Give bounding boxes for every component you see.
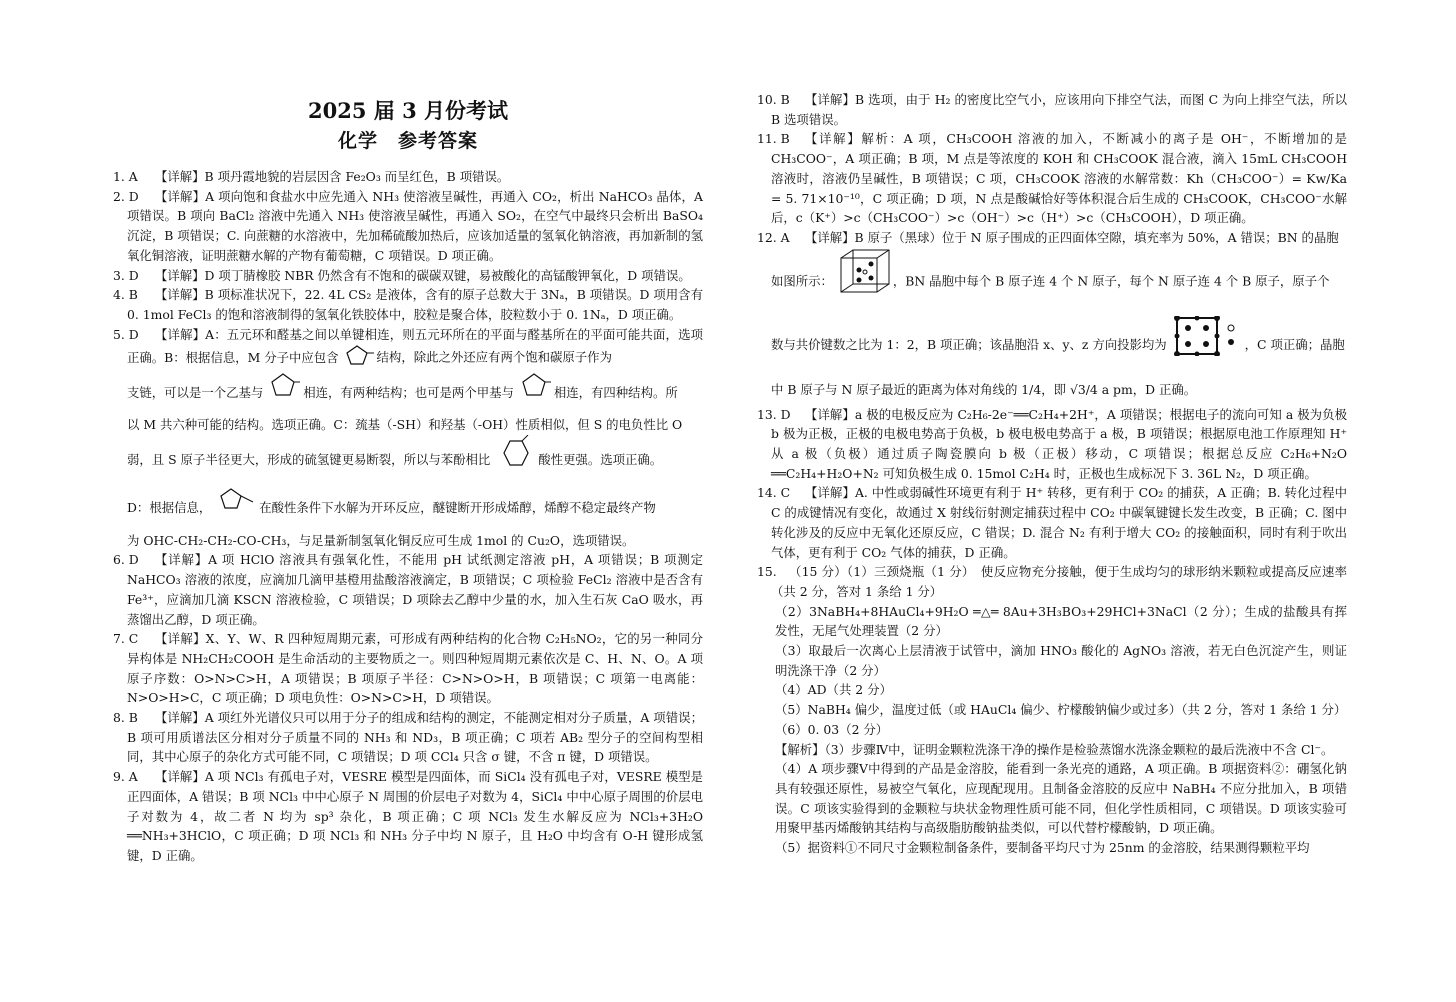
answer-item <box>113 285 703 324</box>
answer-item <box>113 187 703 266</box>
answer-number: 9. A <box>113 769 138 785</box>
answer-text: 【详解】X、Y、W、R 四种短周期元素，可形成有两种结构的化合物 C₂H₅NO₂，它的另一种同分异构体是 NH₂CH₂COOH 是生命活动的主要物质之一。则四种短周期元素依次是 C、H、N、O。A 项原子序数：O>N>C>H，A 项错误；B 项原子半径：C>N>O>H，B 项错误；C 项第一电离能：N>O>H>C，C 项正确；D 项电负性：O>N>C>H，D 项错误。 <box>127 631 703 706</box>
answer-line: 为 OHC-CH₂-CH₂-CO-CH₃，与足量新制氢氧化铜反应可生成 1mol 的 Cu₂O，选项错误。 <box>127 532 635 548</box>
q15-analysis: 【解析】（3）步骤Ⅳ中，证明金颗粒洗涤干净的操作是检验蒸馏水洗涤金颗粒的最后洗液中不含 Cl⁻。 <box>775 741 1334 757</box>
answer-item <box>113 629 703 708</box>
answer-text: 【详解】D 项丁腈橡胶 NBR 仍然含有不饱和的碳碳双键，易被酸化的高锰酸钾氧化，D 项错误。 <box>155 267 691 283</box>
answer-item <box>757 405 1347 484</box>
answer-text: 【详解】B 项丹霞地貌的岩层因含 Fe₂O₃ 而呈红色，B 项错误。 <box>155 169 510 184</box>
answer-line <box>127 486 703 531</box>
answer-number: 14. C <box>757 485 791 501</box>
q15-part: （2）3NaBH₄+8HAuCl₄+9H₂O ═△═ 8Au+3H₃BO₃+29HCl+3NaCl（2 分）；生成的盐酸具有挥发性，无尾气处理装置（2 分） <box>775 603 1347 639</box>
answer-number: 6. D <box>113 552 139 568</box>
answer-item <box>113 167 703 187</box>
answer-text: 如图所示： <box>771 273 833 289</box>
answer-item-12 <box>757 228 1347 405</box>
page-title: 2025 届 3 月份考试 <box>308 98 508 123</box>
answer-number: 4. B <box>113 287 138 303</box>
answer-number: 7. C <box>113 631 139 647</box>
left-column <box>113 90 703 866</box>
q15-part: （4）AD（共 2 分） <box>775 682 892 698</box>
answer-text: 【详解】A 项 HClO 溶液具有强氧化性，不能用 pH 试纸测定溶液 pH，A 项错误；B 项测定 NaHCO₃ 溶液的浓度，应滴加几滴甲基橙用盐酸溶液滴定，B 项错误；C 项检验 FeCl₂ 溶液中是否含有 Fe³⁺，应滴加几滴 KSCN 溶液检验，C 项错误；D 项除去乙醇中少量的水，加入生石灰 CaO 吸水，再蒸馏出乙醇，D 项正确。 <box>127 552 703 627</box>
benzene-ring-icon <box>496 435 536 486</box>
answer-number: 13. D <box>757 406 791 422</box>
answer-text: ，BN 晶胞中每个 B 原子连 4 个 N 原子，每个 N 原子连 4 个 B 原子，原子个 <box>892 273 1330 289</box>
five-membered-ring-icon <box>520 372 552 415</box>
q15-analysis: （4）A 项步骤Ⅴ中得到的产品是金溶胶，能看到一条光亮的通路，A 项正确。B 项据资料②：硼氢化钠具有较强还原性，易被空气氧化，应现配现用。且制备金溶胶的反应中 NaBH₄ 不应分批加入，B 项错误。C 项该实验得到的金颗粒与块状金物理性质可能不同，但化学性质相同，C 项错误。D 项该实验可用聚甲基丙烯酸钠其结构与高级脂肪酸钠盐类似，可以代替柠檬酸钠，D 项正确。 <box>775 761 1347 836</box>
answer-item-5 <box>113 325 703 551</box>
answer-text: 【详解】B 选项，由于 H₂ 的密度比空气小，应该用向下排空气法，而图 C 为向上排空气法，所以 B 选项错误。 <box>771 92 1347 127</box>
q15-part: （6）0. 03（2 分） <box>775 721 889 737</box>
answer-text: 【详解】A 项向饱和食盐水中应先通入 NH₃ 使溶液呈碱性，再通入 CO₂，析出 NaHCO₃ 晶体，A 项错误。B 项向 BaCl₂ 溶液中先通入 NH₃ 使溶液呈碱性，再通入 SO₂，在空气中最终只会析出 BaSO₄ 沉淀，B 项错误；C. 向蔗糖的水溶液中，先加稀硫酸加热后，应该加适量的氢氧化钠溶液，再加新制的氢氧化铜溶液，证明蔗糖水解的产物有葡萄糖，C 项错误。D 项正确。 <box>127 188 703 263</box>
five-membered-ring-icon <box>269 372 301 415</box>
answer-line <box>771 248 1347 316</box>
answer-line <box>127 435 703 486</box>
answer-text: 结构，除此之外还应有两个饱和碳原子作为 <box>376 349 612 365</box>
q15-analysis: （5）据资料①不同尺寸金颗粒制备条件，要制备平均尺寸为 25nm 的金溶胶，结果测得颗粒平均 <box>775 840 1310 856</box>
five-membered-ring-icon <box>345 344 375 372</box>
answer-text: 弱，且 S 原子半径更大，形成的硫氢键更易断裂，所以与苯酚相比 <box>127 451 491 467</box>
answer-text: 【详解】A. 中性或弱碱性环境更有利于 H⁺ 转移，更有利于 CO₂ 的捕获，A 正确；B. 转化过程中 C 的成键情况有变化，故通过 X 射线衍射测定捕获过程中 CO₂ 中碳氧键键长发生改变，B 正确；C. 图中转化涉及的反应中无氧化还原反应，C 错误；D. 混合 N₂ 有利于增大 CO₂ 的接触面积，同时有利于吹出气体，更有利于 CO₂ 气体的捕获，D 正确。 <box>771 485 1347 560</box>
answer-item <box>757 483 1347 562</box>
answer-number: 3. D <box>113 267 139 283</box>
answer-number: 1. A <box>113 169 138 184</box>
answer-text: 相连，有四种结构。所 <box>553 385 678 401</box>
right-column <box>757 90 1347 858</box>
answer-text: 数与共价键数之比为 1：2，B 项正确；该晶胞沿 x、y、z 方向投影均为 <box>771 336 1167 352</box>
answer-item <box>113 550 703 629</box>
q15-part: （3）取最后一次离心上层清液于试管中，滴加 HNO₃ 酸化的 AgNO₃ 溶液，若无白色沉淀产生，则证明洗涤干净（2 分） <box>775 643 1347 678</box>
projection-icon <box>1173 316 1243 375</box>
answer-item <box>113 266 703 286</box>
answer-item <box>757 129 1347 228</box>
answer-line: 中 B 原子与 N 原子最近的距离为体对角线的 1/4，即 √3/4 a pm，D 正确。 <box>771 381 1197 397</box>
answer-item <box>757 90 1347 129</box>
answer-line <box>127 372 703 415</box>
answer-text: 酸性更强。选项正确。 <box>538 451 663 467</box>
answer-item-15 <box>757 562 1347 601</box>
answer-number: 12. A <box>757 229 790 245</box>
answer-text: 支链，可以是一个乙基与 <box>127 385 264 401</box>
answer-line <box>771 316 1347 375</box>
answer-text: 【详解】A：五元环和醛基之间以单键相连，则五元环所在的平面与醛基所在的平面可能共面，选项正确。B：根据信息，M 分子中应包含 <box>127 326 703 365</box>
answer-number: 8. B <box>113 710 138 726</box>
answer-text: （15 分）（1）三颈烧瓶（1 分） 使反应物充分接触，便于生成均匀的球形纳米颗粒或提高反应速率（共 2 分，答对 1 条给 1 分） <box>771 564 1347 599</box>
answer-text: 【详解】A 项 NCl₃ 有孤电子对，VESRE 模型是四面体，而 SiCl₄ 没有孤电子对，VESRE 模型是正四面体，A 错误；B 项 NCl₃ 中中心原子 N 周围的价层电子对数为 4，SiCl₄ 中中心原子周围的价层电子对数为 4，故二者 N 均为 sp³ 杂化，B 项正确；C 项 NCl₃ 发生水解反应为 NCl₃+3H₂O ══NH₃+3HClO，C 项正确；D 项 NCl₃ 和 NH₃ 分子中均 N 原子，且 H₂O 中均含有 O-H 键形成氢键，D 正确。 <box>127 769 703 863</box>
answer-item <box>113 708 703 767</box>
answer-text: ，C 项正确；晶胞 <box>1244 336 1345 352</box>
answer-text: 【详解】A 项红外光谱仪只可以用于分子的组成和结构的测定，不能测定相对分子质量，A 项错误；B 项可用质谱法区分相对分子质量不同的 NH₃ 和 ND₃，B 项正确；C 项若 AB₂ 型分子的空间构型相同，其中心原子的杂化方式可能不同，C 项错误；D 项 CCl₄ 只含 σ 键，不含 π 键，D 项错误。 <box>127 710 703 765</box>
answer-text: 【详解】B 项标准状况下，22. 4L CS₂ 是液体，含有的原子总数大于 3Nₐ，B 项错误。D 项用含有 0. 1mol FeCl₃ 的饱和溶液制得的氢氧化铁胶体中，胶粒是聚合体，胶粒数小于 0. 1Nₐ，D 项正确。 <box>127 287 703 322</box>
answer-text: 【详解】解析：A 项，CH₃COOH 溶液的加入，不断减小的离子是 OH⁻，不断增加的是 CH₃COO⁻，A 项正确；B 项，M 点是等浓度的 KOH 和 CH₃COOK 混合液，滴入 15mL CH₃COOH 溶液时，溶液仍呈碱性，B 项错误；C 项，CH₃COOK 溶液的水解常数：Kh（CH₃COO⁻）= Kw/Ka = 5. 71×10⁻¹⁰，C 项正确；D 项，N 点是酸碱恰好等体积混合后生成的 CH₃COOK，CH₃COO⁻水解后，c（K⁺）>c（CH₃COO⁻）>c（OH⁻）>c（H⁺）>c（CH₃COOH），D 项正确。 <box>771 131 1347 226</box>
answer-number: 15. <box>757 564 777 580</box>
answer-text: D：根据信息， <box>127 499 212 515</box>
answer-item <box>113 767 703 866</box>
answer-text: 【详解】a 极的电极反应为 C₂H₆-2e⁻══C₂H₄+2H⁺，A 项错误；根据电子的流向可知 a 极为负极 b 极为正极，正极的电极电势高于负极，b 极电极电势高于 a 极，B 项错误；根据原电池工作原理知 H⁺ 从 a 极（负极）通过质子陶瓷膜向 b 极（正极）移动，C 项错误；根据总反应 C₂H₆+N₂O ══C₂H₄+H₂O+N₂ 可知负极生成 0. 15mol C₂H₄ 时，正极也生成标况下 3. 36L N₂，D 项正确。 <box>771 406 1347 481</box>
answer-line: 以 M 共六种可能的结构。选项正确。C：巯基（-SH）和羟基（-OH）性质相似，但 S 的电负性比 O <box>127 417 683 433</box>
answer-text: 【详解】B 原子（黑球）位于 N 原子围成的正四面体空隙，填充率为 50%，A 错误；BN 的晶胞 <box>805 229 1339 245</box>
answer-text: 在酸性条件下水解为开环反应，醚键断开形成烯醇，烯醇不稳定最终产物 <box>259 499 656 515</box>
answer-number: 5. D <box>113 326 139 342</box>
answer-number: 2. D <box>113 188 139 204</box>
answer-number: 11. B <box>757 131 790 147</box>
q15-part: （5）NaBH₄ 偏少，温度过低（或 HAuCl₄ 偏少、柠檬酸钠偏少或过多）（共 2 分，答对 1 条给 1 分） <box>775 702 1347 718</box>
bn-unit-cell-icon <box>839 248 891 316</box>
answer-number: 10. B <box>757 92 790 107</box>
page-subtitle: 化学 参考答案 <box>337 130 478 152</box>
methylfuran-icon <box>217 486 257 531</box>
answer-text: 相连，有两种结构；也可是两个甲基与 <box>303 385 514 401</box>
